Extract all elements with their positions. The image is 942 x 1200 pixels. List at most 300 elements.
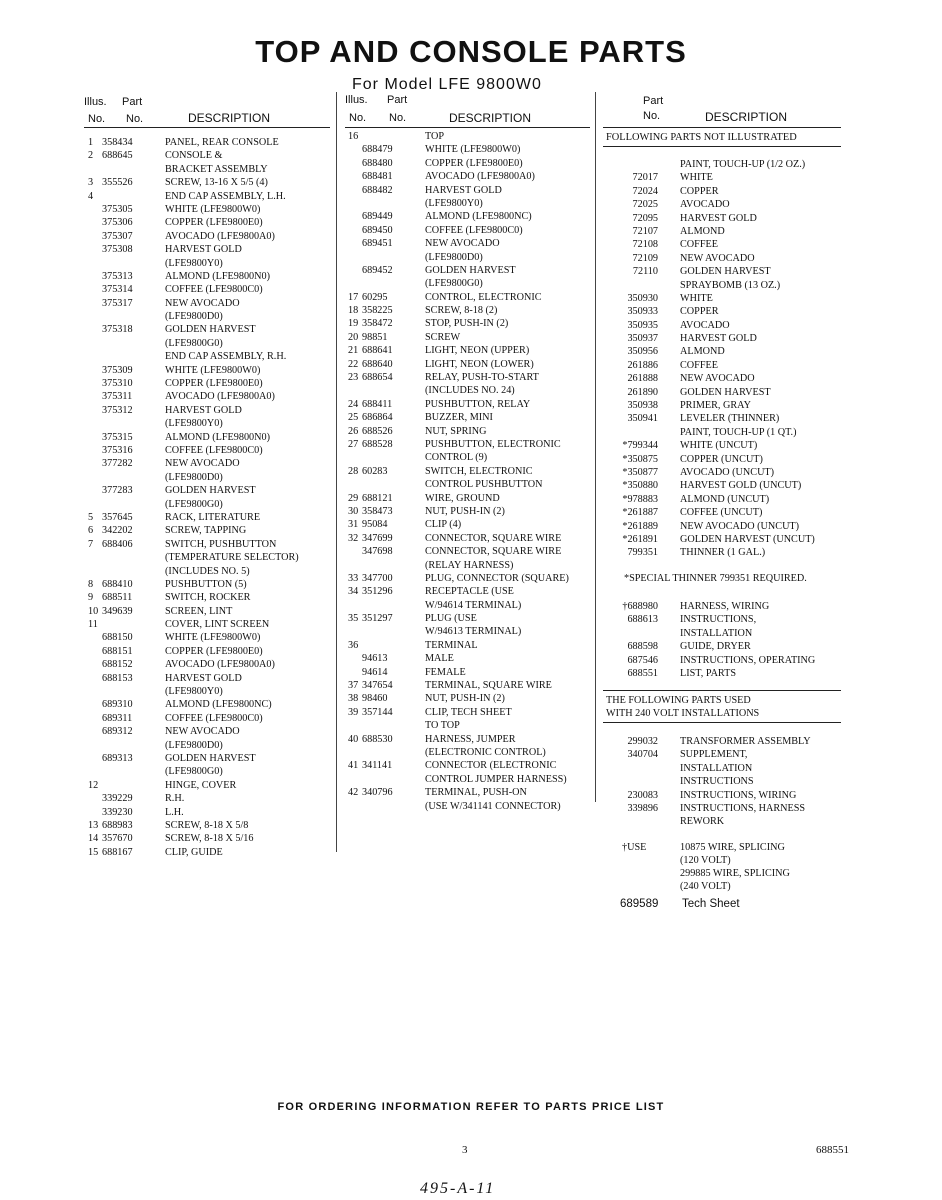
part-description: GOLDEN HARVEST: [165, 752, 256, 764]
table-row: [348, 759, 593, 772]
illus-number: 31: [348, 519, 359, 531]
part-description: (LFE9800D0): [165, 311, 223, 323]
table-row: [604, 453, 842, 466]
part-number: 688526: [362, 425, 393, 437]
table-row: [88, 618, 338, 631]
part-number: 72109: [632, 252, 658, 264]
table-row: [348, 304, 593, 317]
part-number: 688406: [102, 538, 133, 550]
part-description: PAINT, TOUCH-UP (1/2 OZ.): [680, 159, 806, 170]
table-row: [348, 398, 593, 411]
part-number: 688645: [102, 150, 133, 162]
table-row: [88, 765, 338, 778]
illus-number: 23: [348, 372, 359, 384]
part-no-label: No.: [126, 113, 144, 125]
part-number: 347700: [362, 572, 393, 584]
part-number: 688153: [102, 672, 133, 684]
illus-number: 18: [348, 305, 359, 317]
part-number: 375317: [102, 297, 133, 309]
illus-number: 21: [348, 345, 359, 357]
part-description: HARNESS, JUMPER: [425, 733, 516, 745]
table-row: [348, 625, 593, 638]
table-row: [604, 386, 842, 399]
table-row: [604, 802, 842, 815]
part-description: ALMOND (LFE9800N0): [165, 270, 270, 282]
part-number: *261889: [622, 520, 658, 532]
part-number: 688511: [102, 592, 133, 604]
table-row: [604, 225, 842, 238]
table-row: [88, 163, 338, 176]
part-description: PUSHBUTTON (5): [165, 578, 247, 590]
part-number: 95084: [362, 519, 388, 531]
table-row: [348, 331, 593, 344]
parts-list-col3-240v: [604, 735, 842, 829]
description-label: DESCRIPTION: [188, 111, 271, 125]
part-description: PUSHBUTTON, RELAY: [425, 398, 531, 410]
part-description: (USE W/341141 CONNECTOR): [425, 800, 561, 812]
table-row: [88, 203, 338, 216]
table-row: [348, 532, 593, 545]
part-description: WHITE (LFE9800W0): [165, 364, 261, 376]
illus-number: 15: [88, 846, 99, 858]
table-row: [604, 212, 842, 225]
part-description: INSTALLATION: [680, 762, 753, 774]
table-row: [604, 252, 842, 265]
part-number: 72024: [632, 185, 658, 197]
table-row: [88, 846, 338, 859]
part-description: SCREW, TAPPING: [165, 525, 247, 537]
part-number: 688654: [362, 372, 393, 384]
part-description: CONTROL, ELECTRONIC: [425, 291, 542, 303]
illus-number: 10: [88, 605, 99, 617]
part-description: THINNER (1 GAL.): [680, 547, 766, 559]
illus-number: 30: [348, 505, 359, 517]
part-description: AVOCADO (LFE9800A0): [165, 391, 275, 403]
part-description: TRANSFORMER ASSEMBLY: [680, 736, 811, 747]
part-number: 358434: [102, 137, 133, 148]
part-description: INSTALLATION: [680, 627, 753, 639]
section-rule: [603, 690, 841, 691]
table-row: [88, 565, 338, 578]
table-row: [88, 243, 338, 256]
part-number: *978883: [622, 493, 658, 505]
tech-sheet-part: 689589: [620, 898, 659, 910]
illus-number: 42: [348, 787, 359, 799]
part-number: 686864: [362, 412, 393, 424]
part-description: GOLDEN HARVEST: [680, 386, 771, 398]
table-row: [88, 832, 338, 845]
tech-sheet-desc: Tech Sheet: [682, 898, 740, 910]
table-row: [348, 652, 593, 665]
part-description: (LFE9800G0): [165, 766, 223, 778]
table-row: [348, 679, 593, 692]
table-row: [348, 425, 593, 438]
part-number: 688410: [102, 578, 133, 590]
table-row: [604, 439, 842, 452]
table-row: [604, 493, 842, 506]
table-row: [604, 735, 842, 748]
table-row: [348, 692, 593, 705]
table-row: [88, 283, 338, 296]
table-row: [348, 291, 593, 304]
part-number: 350933: [627, 306, 658, 318]
part-number: 689450: [362, 224, 393, 236]
part-description: INSTRUCTIONS, OPERATING: [680, 654, 816, 666]
col2-header: [345, 94, 590, 126]
part-number: 688481: [362, 171, 393, 183]
part-description: INSTRUCTIONS,: [680, 614, 757, 626]
part-number: 689311: [102, 712, 133, 724]
part-description: COFFEE: [680, 359, 718, 371]
table-row: [604, 613, 842, 626]
col2-header-rule: [345, 127, 590, 128]
illus-number: 35: [348, 613, 359, 625]
part-description: REWORK: [680, 816, 725, 828]
table-row: [348, 317, 593, 330]
part-description: (INCLUDES NO. 5): [165, 565, 250, 577]
table-row: [348, 344, 593, 357]
part-description: NUT, PUSH-IN (2): [425, 505, 505, 517]
part-number: 375311: [102, 391, 133, 403]
table-row: [88, 216, 338, 229]
part-description: CLIP, TECH SHEET: [425, 706, 512, 718]
part-description: PLUG, CONNECTOR (SQUARE): [425, 572, 569, 584]
table-row: [88, 498, 338, 511]
table-row: [348, 384, 593, 397]
table-row: [604, 171, 842, 184]
part-number: 377283: [102, 485, 133, 497]
illus-number: 16: [348, 131, 359, 142]
part-number: †688980: [622, 601, 658, 612]
part-number: 342202: [102, 525, 133, 537]
part-number: 375312: [102, 404, 133, 416]
use-line: 10875 WIRE, SPLICING: [680, 842, 785, 853]
part-number: 230083: [627, 789, 658, 801]
part-description: SWITCH, PUSHBUTTON: [165, 538, 277, 550]
part-number: *799344: [622, 440, 658, 452]
part-number: 299032: [627, 736, 658, 747]
table-row: [348, 277, 593, 290]
illus-number: 25: [348, 412, 359, 424]
table-row: [348, 559, 593, 572]
part-description: CONNECTOR, SQUARE WIRE: [425, 546, 562, 558]
part-description: (RELAY HARNESS): [425, 559, 514, 571]
table-row: [604, 466, 842, 479]
part-description: BUZZER, MINI: [425, 412, 493, 424]
part-description: ALMOND (LFE9800NC): [165, 699, 272, 711]
table-row: [604, 426, 842, 439]
part-description: COPPER (LFE9800E0): [165, 378, 263, 390]
part-description: COPPER (UNCUT): [680, 453, 763, 465]
part-number: 358225: [362, 305, 393, 317]
part-description: SWITCH, ROCKER: [165, 592, 251, 604]
part-label: Part: [122, 96, 143, 108]
part-number: 261886: [627, 359, 658, 371]
part-number: 688641: [362, 345, 393, 357]
part-description: HARVEST GOLD: [165, 672, 242, 684]
table-row: [88, 551, 338, 564]
part-description: END CAP ASSEMBLY, R.H.: [165, 351, 287, 363]
part-description: SCREW, 8-18 X 5/16: [165, 833, 254, 845]
special-thinner-note: *SPECIAL THINNER 799351 REQUIRED.: [624, 573, 807, 584]
parts-list-col3-paint: [604, 158, 842, 560]
illus-number: 27: [348, 438, 359, 450]
part-number: 375308: [102, 244, 133, 256]
table-row: [88, 631, 338, 644]
part-number: *261891: [622, 533, 658, 545]
table-row: [604, 158, 842, 171]
illus-label: Illus.: [84, 96, 107, 108]
illus-number: 7: [88, 538, 94, 550]
parts-list-col2: [348, 130, 593, 813]
table-row: [88, 176, 338, 189]
col1-header-rule: [84, 127, 330, 128]
part-description: (LFE9800Y0): [165, 418, 223, 430]
part-number: *261887: [622, 507, 658, 519]
illus-number: 4: [88, 190, 94, 202]
table-row: [348, 411, 593, 424]
table-row: [88, 712, 338, 725]
table-row: [348, 746, 593, 759]
illus-label: Illus.: [345, 94, 368, 106]
part-number: 375318: [102, 324, 133, 336]
part-description: WHITE: [680, 172, 713, 184]
part-description: SWITCH, ELECTRONIC: [425, 465, 533, 477]
table-row: [88, 524, 338, 537]
part-number: 357645: [102, 511, 133, 523]
part-number: 688167: [102, 846, 133, 858]
table-row: [604, 479, 842, 492]
part-number: 689312: [102, 726, 133, 738]
part-number: 358472: [362, 318, 393, 330]
illus-number: 12: [88, 779, 99, 791]
illus-number: 20: [348, 331, 359, 343]
part-number: 350938: [627, 400, 658, 412]
parts-list-col1: [88, 136, 338, 859]
table-row: [348, 719, 593, 732]
part-description: CONTROL JUMPER HARNESS): [425, 773, 567, 785]
table-row: [88, 323, 338, 336]
table-row: [88, 457, 338, 470]
part-description: (LFE9800Y0): [425, 197, 483, 209]
table-row: [88, 149, 338, 162]
part-number: 351297: [362, 613, 393, 625]
part-description: PAINT, TOUCH-UP (1 QT.): [680, 426, 797, 438]
part-description: HARVEST GOLD: [165, 244, 242, 256]
table-row: [88, 779, 338, 792]
table-row: [88, 605, 338, 618]
part-number: 351296: [362, 586, 393, 598]
col3-header-rule: [603, 127, 841, 128]
table-row: [348, 358, 593, 371]
part-number: 375307: [102, 230, 133, 242]
part-description: WIRE, GROUND: [425, 492, 500, 504]
part-description: COPPER: [680, 306, 719, 318]
table-row: [604, 627, 842, 640]
part-description: CONTROL (9): [425, 452, 488, 464]
table-row: [604, 667, 842, 680]
part-number: 339230: [102, 806, 133, 818]
table-row: [348, 478, 593, 491]
table-row: [604, 533, 842, 546]
part-description: HARVEST GOLD: [680, 333, 757, 345]
ordering-info: FOR ORDERING INFORMATION REFER TO PARTS PRICE LIST: [277, 1101, 665, 1113]
part-description: (LFE9800D0): [425, 251, 483, 263]
table-row: [88, 230, 338, 243]
part-number: 72095: [632, 212, 658, 224]
table-row: [604, 332, 842, 345]
illus-number: 24: [348, 398, 359, 410]
section-rule: [603, 722, 841, 723]
table-row: [88, 471, 338, 484]
table-row: [604, 359, 842, 372]
part-number: 689452: [362, 264, 393, 276]
part-description: L.H.: [165, 806, 184, 818]
part-number: 688480: [362, 157, 393, 169]
page-number: 3: [462, 1144, 468, 1156]
part-number: 94613: [362, 653, 388, 665]
table-row: [348, 224, 593, 237]
part-description: TERMINAL: [425, 639, 478, 651]
part-number: 688482: [362, 184, 393, 196]
part-number: 355526: [102, 177, 133, 189]
part-number: 340704: [627, 749, 658, 761]
part-number: 350930: [627, 292, 658, 304]
part-description: MALE: [425, 653, 454, 665]
part-number: 375305: [102, 203, 133, 215]
illus-number: 19: [348, 318, 359, 330]
use-line: (120 VOLT): [680, 855, 731, 866]
page-title: TOP AND CONSOLE PARTS: [255, 34, 687, 69]
table-row: [348, 639, 593, 652]
part-number: 341141: [362, 760, 393, 772]
part-description: COPPER (LFE9800E0): [165, 217, 263, 229]
illus-number: 37: [348, 680, 359, 692]
part-number: 375313: [102, 270, 133, 282]
part-no-label: No.: [643, 110, 661, 122]
part-description: TERMINAL, SQUARE WIRE: [425, 680, 552, 692]
table-row: [88, 190, 338, 203]
part-description: GOLDEN HARVEST (UNCUT): [680, 533, 815, 545]
part-description: CONTROL PUSHBUTTON: [425, 479, 543, 491]
part-number: 261890: [627, 386, 658, 398]
part-description: LEVELER (THINNER): [680, 413, 780, 425]
table-row: [348, 773, 593, 786]
table-row: [604, 292, 842, 305]
illus-number: 13: [88, 819, 99, 831]
part-number: 357144: [362, 706, 393, 718]
table-row: [88, 739, 338, 752]
table-row: [604, 345, 842, 358]
part-description: LIGHT, NEON (LOWER): [425, 358, 534, 370]
part-label: Part: [643, 95, 664, 107]
part-description: GUIDE, DRYER: [680, 641, 751, 653]
part-description: WHITE (LFE9800W0): [425, 144, 521, 156]
table-row: [88, 725, 338, 738]
part-description: NUT, SPRING: [425, 425, 487, 437]
table-row: [88, 417, 338, 430]
table-row: [348, 800, 593, 813]
part-description: WHITE (LFE9800W0): [165, 632, 261, 644]
part-description: (TEMPERATURE SELECTOR): [165, 552, 299, 564]
table-row: [348, 130, 593, 143]
part-description: COPPER: [680, 185, 719, 197]
part-number: 350941: [627, 413, 658, 425]
part-description: COFFEE (UNCUT): [680, 507, 763, 519]
table-row: [604, 412, 842, 425]
table-row: [348, 251, 593, 264]
illus-number: 38: [348, 693, 359, 705]
illus-number: 33: [348, 572, 359, 584]
part-description: COPPER (LFE9800E0): [425, 157, 523, 169]
part-description: ALMOND: [680, 346, 725, 358]
part-description: W/94614 TERMINAL): [425, 599, 522, 611]
part-description: (ELECTRONIC CONTROL): [425, 746, 546, 758]
part-description: NEW AVOCADO: [165, 458, 240, 470]
part-description: SCREW, 8-18 (2): [425, 305, 498, 317]
part-description: SUPPLEMENT,: [680, 749, 748, 761]
model-subtitle: For Model LFE 9800W0: [352, 76, 542, 93]
part-number: 375314: [102, 284, 133, 296]
table-row: [348, 170, 593, 183]
part-number: 688152: [102, 659, 133, 671]
part-description: RACK, LITERATURE: [165, 511, 261, 523]
part-number: 98851: [362, 331, 388, 343]
part-description: PANEL, REAR CONSOLE: [165, 137, 279, 148]
part-description: SCREW, 8-18 X 5/8: [165, 819, 249, 831]
part-description: (LFE9800D0): [165, 739, 223, 751]
part-description: NEW AVOCADO (UNCUT): [680, 520, 800, 532]
240v-heading-line1: THE FOLLOWING PARTS USED: [606, 695, 751, 706]
part-description: (LFE9800G0): [425, 278, 483, 290]
part-no-label: No.: [389, 112, 407, 124]
part-number: 689451: [362, 238, 393, 250]
part-description: HARVEST GOLD: [425, 184, 502, 196]
part-description: CLIP, GUIDE: [165, 846, 223, 858]
table-row: [604, 319, 842, 332]
table-row: [348, 210, 593, 223]
section-rule: [603, 146, 841, 147]
part-number: *350875: [622, 453, 658, 465]
table-row: [88, 136, 338, 149]
illus-number: 14: [88, 833, 99, 845]
part-description: SPRAYBOMB (13 OZ.): [680, 279, 781, 291]
use-line: (240 VOLT): [680, 881, 731, 892]
table-row: [88, 390, 338, 403]
part-description: INSTRUCTIONS, HARNESS: [680, 802, 806, 814]
part-number: 688598: [627, 641, 658, 653]
part-description: AVOCADO: [680, 319, 730, 331]
table-row: [348, 438, 593, 451]
table-row: [604, 506, 842, 519]
table-row: [604, 654, 842, 667]
illus-number: 5: [88, 511, 94, 523]
part-number: 72107: [632, 225, 658, 237]
part-description: SCREW: [425, 331, 461, 343]
part-description: LIGHT, NEON (UPPER): [425, 345, 530, 357]
illus-number: 2: [88, 150, 94, 162]
part-number: 377282: [102, 458, 133, 470]
illus-no-label: No.: [88, 113, 106, 125]
table-row: [348, 666, 593, 679]
table-row: [88, 337, 338, 350]
table-row: [88, 698, 338, 711]
part-number: 375315: [102, 431, 133, 443]
illus-number: 6: [88, 525, 94, 537]
table-row: [604, 305, 842, 318]
part-number: 339229: [102, 793, 133, 805]
table-row: [88, 538, 338, 551]
